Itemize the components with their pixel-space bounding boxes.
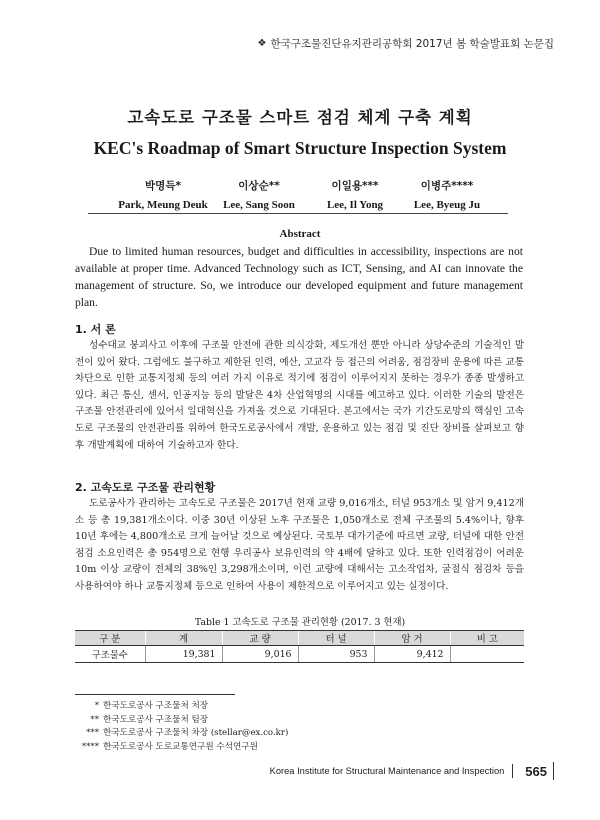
table-header-cell: 암 거 (374, 631, 450, 646)
table-header-cell: 비 고 (450, 631, 524, 646)
page-footer (270, 762, 554, 780)
footer-separator (512, 764, 513, 778)
author-name-en: Park, Meung Deuk (118, 199, 208, 211)
section-heading-introduction: 1. 서 론 (75, 323, 116, 336)
header-divider (88, 213, 508, 214)
table-caption: Table 1 고속도로 구조물 관리현황 (2017. 3 현재) (194, 617, 406, 628)
section-heading-management: 2. 고속도로 구조물 관리현황 (75, 481, 216, 494)
table-cell: 구조물수 (75, 646, 145, 663)
author-name-ko: 이병주**** (420, 180, 474, 192)
footnote-text: 한국도로공사 구조물처 팀장 (103, 714, 209, 725)
footnote-text: 한국도로공사 구조물처 차장 (stellar@ex.co.kr) (103, 728, 289, 739)
abstract-heading: Abstract (279, 228, 321, 240)
author-name-ko: 박명득* (145, 180, 181, 192)
footnote-divider (75, 694, 235, 695)
author-name-en: Lee, Byeug Ju (413, 199, 481, 211)
footnote (75, 727, 288, 741)
footnote-text: 한국도로공사 도로교통연구원 수석연구원 (103, 741, 258, 752)
author-name-en: Lee, Il Yong (326, 199, 384, 211)
page-number: 565 (525, 763, 547, 779)
section-body-management: 도로공사가 관리하는 고속도로 구조물은 2017년 현재 교량 9,016개소, 터널 953개소 및 암거 9,412개소 등 총 19,381개소이다. 이중 30년 이상된 노후 구조물은 1,050개소로 전체 구조물의 5.4%이나, 향후 10년 후에는 4,800개소로 크게 늘어날 것으로 예상된다. 국토부 대가기준에 따르면 교량, 터널에 대한 안전점검 소요인력은 총 954명으로 현행 우리공사 보유인력의 약 4배에 달하고 있다. 또한 인력점검이 어려운 10m 이상 교량이 전체의 38%인 3,298개소이며, 이런 교량에 대해서는 고소작업차, 굴절식 점검차 등을 사용하여야 하나 교통지정체 등으로 인하여 사용이 제한적으로 이루어지고 있는 실정이다. (75, 498, 524, 592)
abstract-body: Due to limited human resources, budget and difficulties in accessibility, inspections are not available at proper time. Advanced Technology such as ICT, Sensing, and AI can innovate the management of structure. So, we introduce our developed equipment and future management plan. (75, 245, 523, 309)
title-english: KEC's Roadmap of Smart Structure Inspection System (93, 138, 507, 158)
author-name-ko: 이일용*** (331, 180, 379, 192)
footnote-symbol: * (94, 701, 99, 711)
footnotes (75, 700, 288, 754)
footnote-symbol: **** (81, 741, 99, 752)
footer-organization: Korea Institute for Structural Maintenance and Inspection (269, 766, 505, 776)
title-korean: 고속도로 구조물 스마트 점검 체계 구축 계획 (127, 108, 473, 127)
author-1 (118, 178, 208, 211)
footnote-symbol: *** (86, 728, 99, 739)
structure-status-table (75, 630, 524, 663)
table-header-row (75, 631, 524, 646)
table-header-cell: 계 (145, 631, 222, 646)
table-cell: 9,412 (374, 646, 450, 663)
table-row (75, 646, 524, 663)
table-cell (450, 646, 524, 663)
footnote (75, 714, 288, 728)
author-name-en: Lee, Sang Soon (223, 199, 295, 211)
hangul-marker-icon: ❖ (257, 38, 267, 49)
author-3 (310, 178, 400, 211)
table-cell: 953 (298, 646, 374, 663)
table-cell: 9,016 (222, 646, 298, 663)
table-header-cell: 구 분 (75, 631, 145, 646)
author-2 (214, 178, 304, 211)
table-header-cell: 교 량 (222, 631, 298, 646)
footnote (75, 700, 288, 714)
footnote-symbol: ** (90, 714, 99, 725)
running-head-text: 한국구조물진단유지관리공학회 2017년 봄 학술발표회 논문집 (270, 38, 554, 50)
author-name-ko: 이상순** (238, 180, 280, 192)
footer-bar (553, 762, 554, 780)
section-body-introduction: 성수대교 붕괴사고 이후에 구조물 안전에 관한 의식강화, 제도개선 뿐만 아니라 상당수준의 기술적인 발전이 있어 왔다. 그럼에도 불구하고 제한된 인력, 예산, 고교각 등 접근의 어려움, 점검장비 운용에 따른 교통차단으로 인한 교통지정체 등의 여러 가지 이유로 적기에 점검이 이루어지지 못하는 경우가 종종 발생하고 있다. 최근 통신, 센서, 인공지능 등의 발달은 4차 산업혁명의 시대를 예고하고 있다. 이러한 기술의 발전은 구조물 안전관리에 있어서 일대혁신을 가져올 것으로 기대된다. 본고에서는 국가 기간도로망의 핵심인 고속도로 구조물의 안전관리를 위하여 한국도로공사에서 개발, 운용하고 있는 점검 및 진단 장비를 살펴보고 향후 개발계획에 대하여 기술하고자 한다. (75, 340, 524, 451)
running-head (258, 36, 554, 51)
table-header-cell: 터 널 (298, 631, 374, 646)
author-4 (402, 178, 492, 211)
footnote-text: 한국도로공사 구조물처 처장 (103, 701, 209, 711)
table-cell: 19,381 (145, 646, 222, 663)
footnote (75, 741, 288, 755)
